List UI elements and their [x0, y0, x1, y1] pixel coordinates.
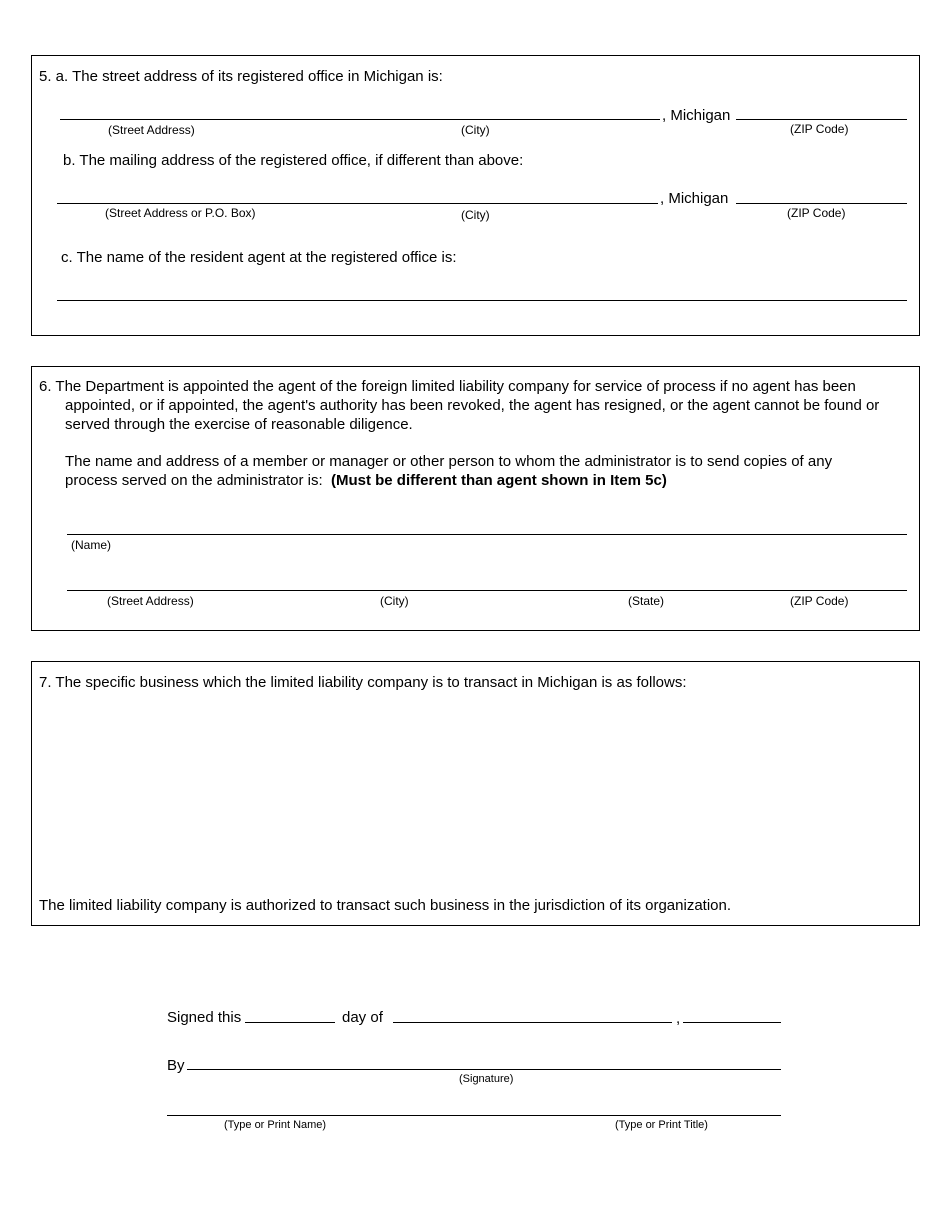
business-description-area[interactable] — [39, 700, 909, 885]
signature-field[interactable] — [187, 1069, 781, 1070]
caption-city-6: (City) — [380, 594, 409, 608]
caption-print-title: (Type or Print Title) — [615, 1119, 708, 1131]
caption-print-name: (Type or Print Name) — [224, 1119, 327, 1131]
zip-field-5a[interactable] — [736, 119, 907, 120]
michigan-label-5b: , Michigan — [660, 190, 729, 207]
item-7-label: 7. The specific business which the limited liability company is to transact in Michigan is as follows: — [39, 674, 687, 691]
day-of-label: day of — [342, 1009, 383, 1026]
comma-label: , — [676, 1010, 681, 1027]
name-field-6[interactable] — [67, 534, 907, 535]
name-title-field[interactable] — [167, 1115, 781, 1116]
item-6-paragraph-2-text: The name and address of a member or manager or other person to whom the administrator is to send copies of any process served on the administrator is: — [65, 453, 833, 489]
caption-zip-5a: (ZIP Code) — [790, 122, 849, 136]
by-label: By — [167, 1057, 185, 1074]
caption-city-5b: (City) — [461, 208, 490, 222]
address-field-6[interactable] — [67, 590, 907, 591]
item-6-bold-note: (Must be different than agent shown in Item 5c) — [330, 472, 667, 489]
caption-street-address-6: (Street Address) — [107, 594, 194, 608]
item-5c-label: c. The name of the resident agent at the registered office is: — [61, 249, 457, 266]
month-field[interactable] — [393, 1022, 672, 1023]
caption-zip-6: (ZIP Code) — [790, 594, 849, 608]
zip-field-5b[interactable] — [736, 203, 907, 204]
caption-street-address-5a: (Street Address) — [108, 123, 195, 137]
caption-zip-5b: (ZIP Code) — [787, 206, 846, 220]
caption-signature: (Signature) — [459, 1073, 514, 1085]
street-address-field-5a[interactable] — [60, 119, 660, 120]
year-field[interactable] — [683, 1022, 781, 1023]
item-5a-label: 5. a. The street address of its registered office in Michigan is: — [39, 68, 443, 85]
caption-city-5a: (City) — [461, 123, 490, 137]
item-6-paragraph-1 — [39, 377, 925, 434]
resident-agent-field[interactable] — [57, 300, 907, 301]
caption-street-or-po-5b: (Street Address or P.O. Box) — [105, 206, 256, 220]
item-6-paragraph-2 — [65, 452, 885, 490]
caption-name-6: (Name) — [71, 538, 112, 552]
caption-state-6: (State) — [628, 594, 665, 608]
item-7-footer: The limited liability company is authorized to transact such business in the jurisdiction of its organization. — [39, 897, 732, 914]
michigan-label-5a: , Michigan — [662, 107, 731, 124]
item-6-paragraph-1-text: 6. The Department is appointed the agent of the foreign limited liability company for service of process if no agent has been appointed, or if appointed, the agent's authority has been revoked, the agent has resigned, or the agent cannot be found or served through the exercise of reasonable diligence. — [39, 378, 880, 433]
section-5-box — [31, 55, 920, 336]
item-5b-label: b. The mailing address of the registered office, if different than above: — [63, 152, 524, 169]
signed-this-label: Signed this — [167, 1009, 242, 1026]
mailing-address-field-5b[interactable] — [57, 203, 658, 204]
day-field[interactable] — [245, 1022, 335, 1023]
